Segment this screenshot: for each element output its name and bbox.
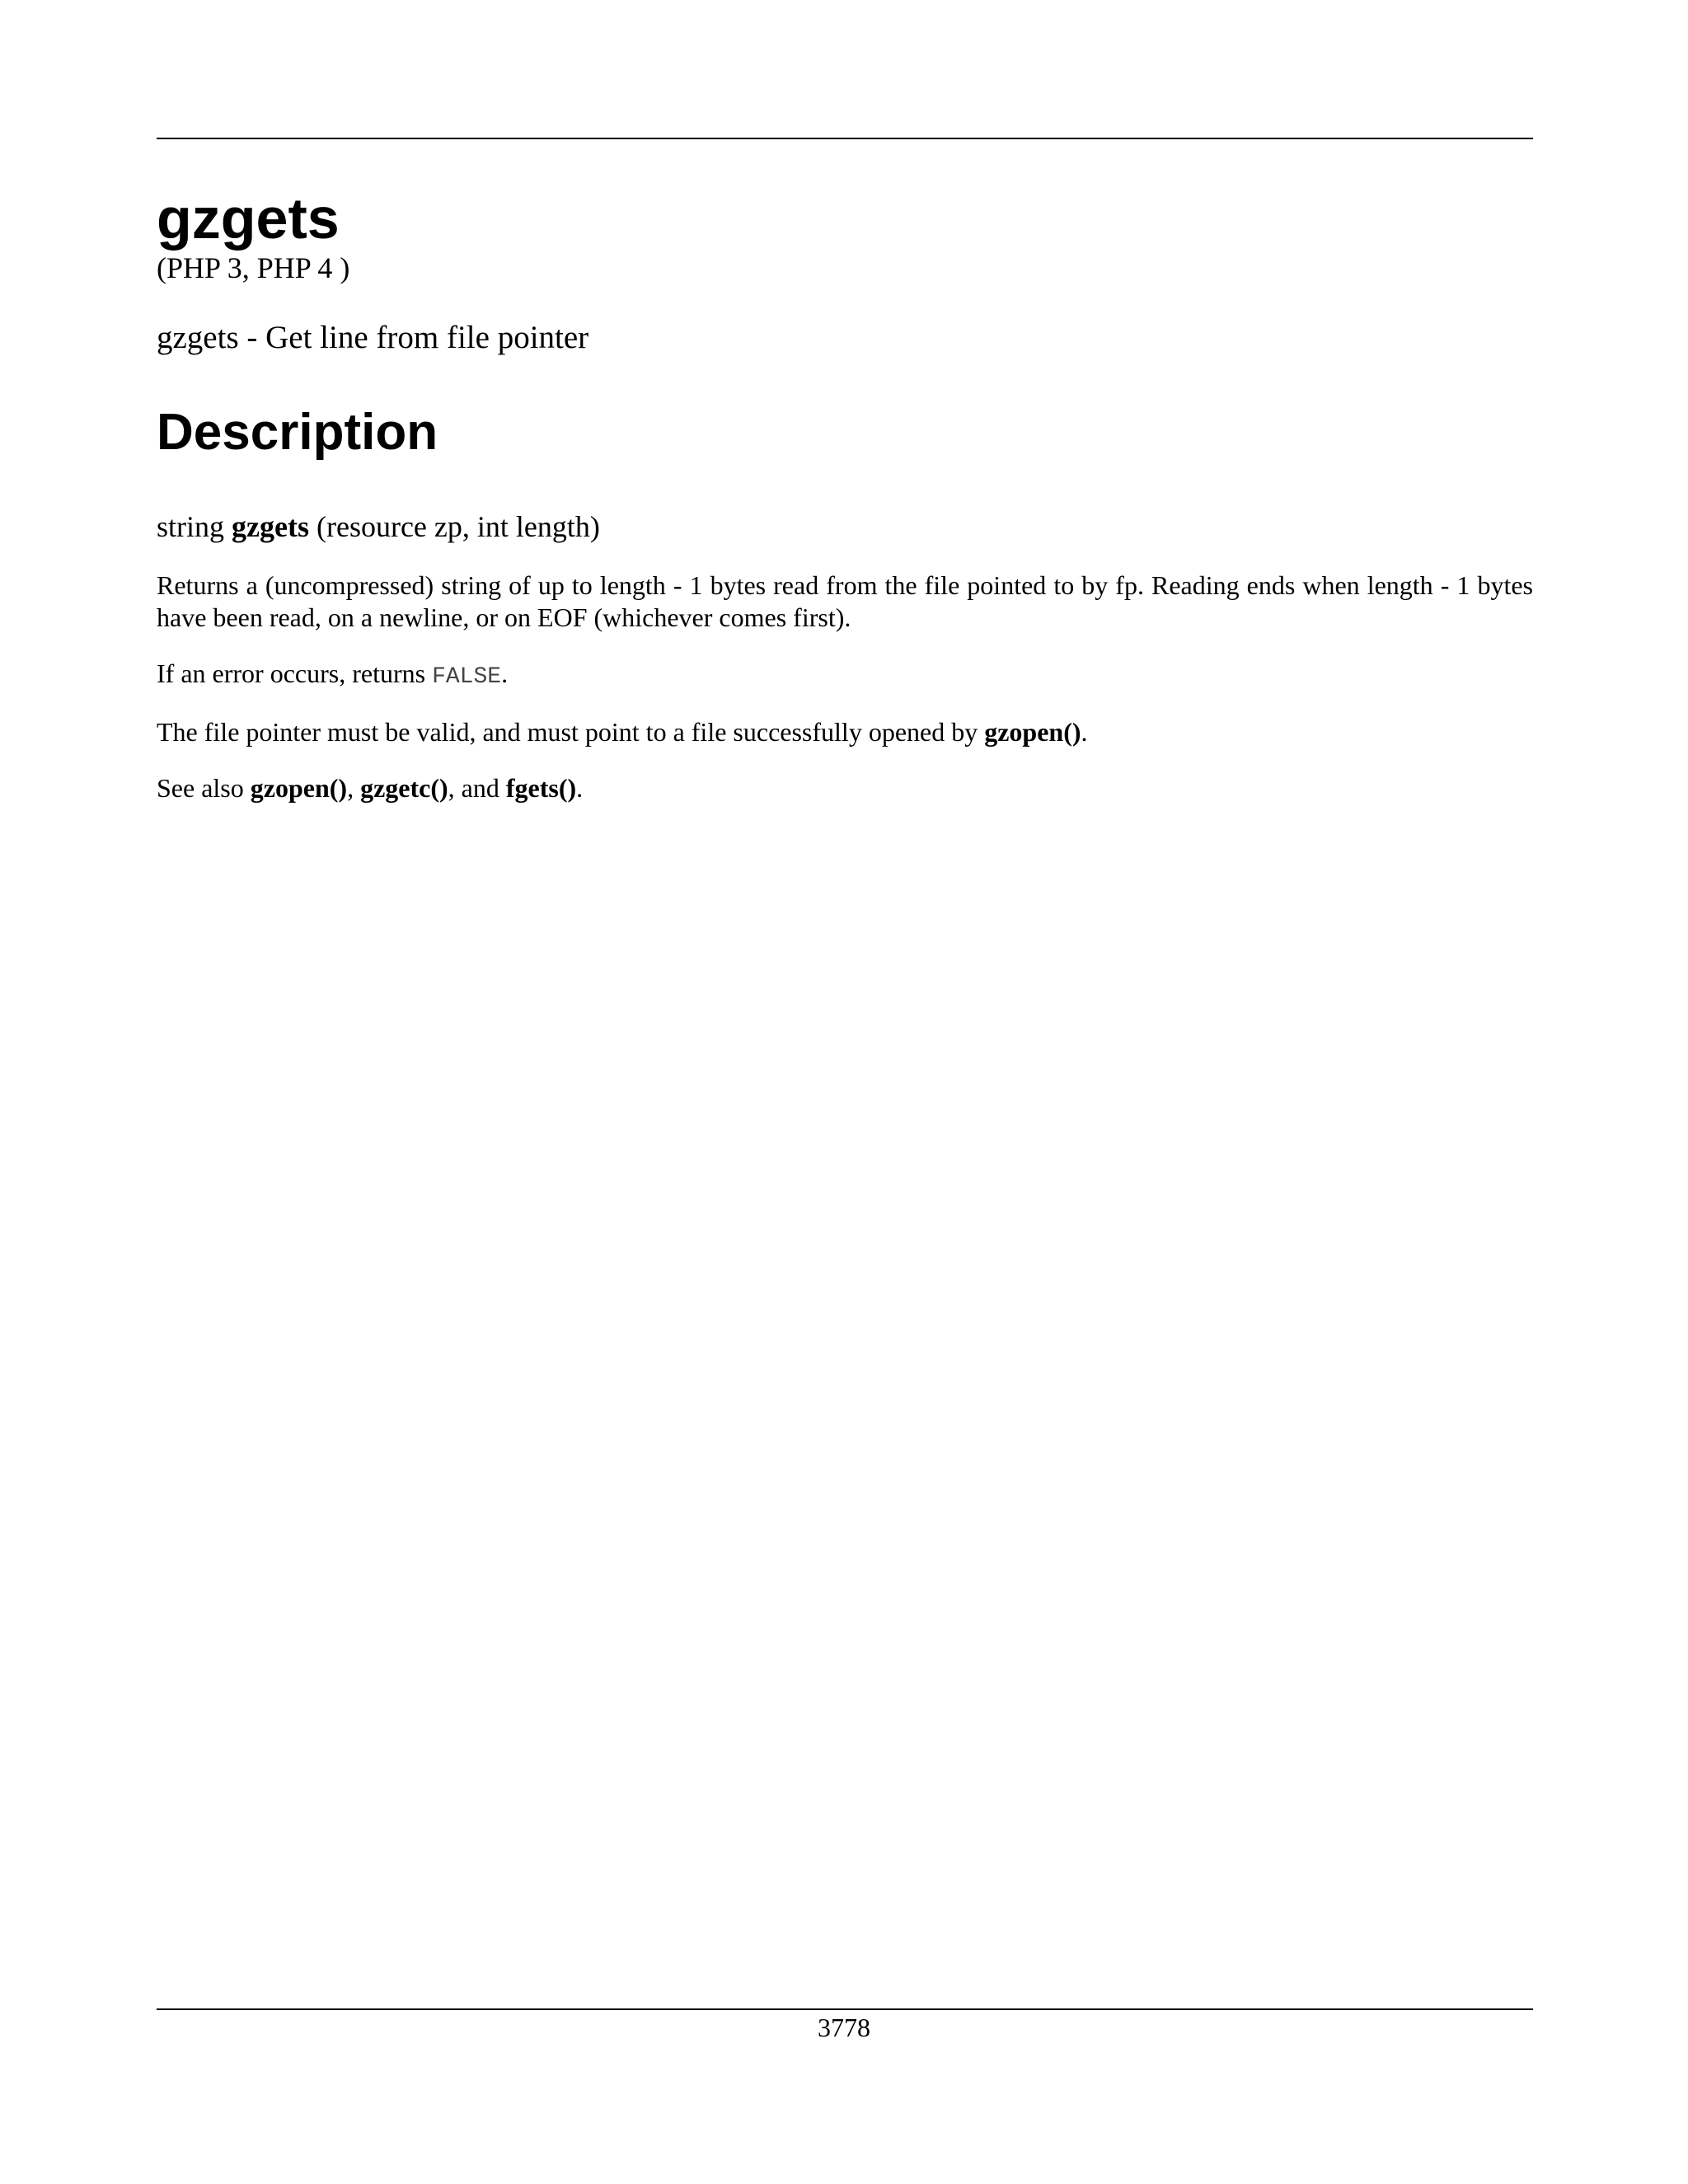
- page-number: 3778: [818, 2013, 870, 2042]
- see-also-separator-2: , and: [448, 772, 499, 803]
- pointer-requirement: [157, 716, 1533, 748]
- false-constant: FALSE: [432, 663, 502, 690]
- function-purpose: gzgets - Get line from file pointer: [157, 320, 589, 356]
- description-heading: Description: [157, 403, 438, 461]
- return-type: string: [157, 509, 225, 543]
- synopsis-function-name: gzgets: [232, 509, 309, 543]
- see-also-text: See also: [157, 772, 244, 803]
- gzopen-link[interactable]: gzopen(): [984, 716, 1081, 747]
- top-rule: [157, 138, 1533, 139]
- pointer-suffix: .: [1081, 716, 1088, 747]
- function-synopsis: [157, 509, 1533, 545]
- see-also-suffix: .: [576, 772, 584, 803]
- php-versions: (PHP 3, PHP 4 ): [157, 251, 350, 284]
- pointer-text: The file pointer must be valid, and must point to a file successfully opened by: [157, 716, 978, 747]
- see-also: [157, 772, 1533, 804]
- see-also-separator-1: ,: [347, 772, 354, 803]
- error-text: If an error occurs, returns: [157, 658, 426, 688]
- function-title: gzgets: [157, 186, 340, 251]
- see-also-gzgetc-link[interactable]: gzgetc(): [360, 772, 448, 803]
- error-description: [157, 658, 1533, 691]
- see-also-fgets-link[interactable]: fgets(): [505, 772, 577, 803]
- bottom-rule: [157, 2008, 1533, 2010]
- page-content: [157, 186, 1533, 804]
- synopsis-params: (resource zp, int length): [316, 509, 600, 543]
- see-also-gzopen-link[interactable]: gzopen(): [250, 772, 348, 803]
- error-suffix: .: [501, 658, 509, 688]
- return-description: Returns a (uncompressed) string of up to length - 1 bytes read from the file pointed to by fp. Reading ends when length - 1 bytes have been read, on a newline, or on EOF (whichever comes first).: [157, 570, 1533, 632]
